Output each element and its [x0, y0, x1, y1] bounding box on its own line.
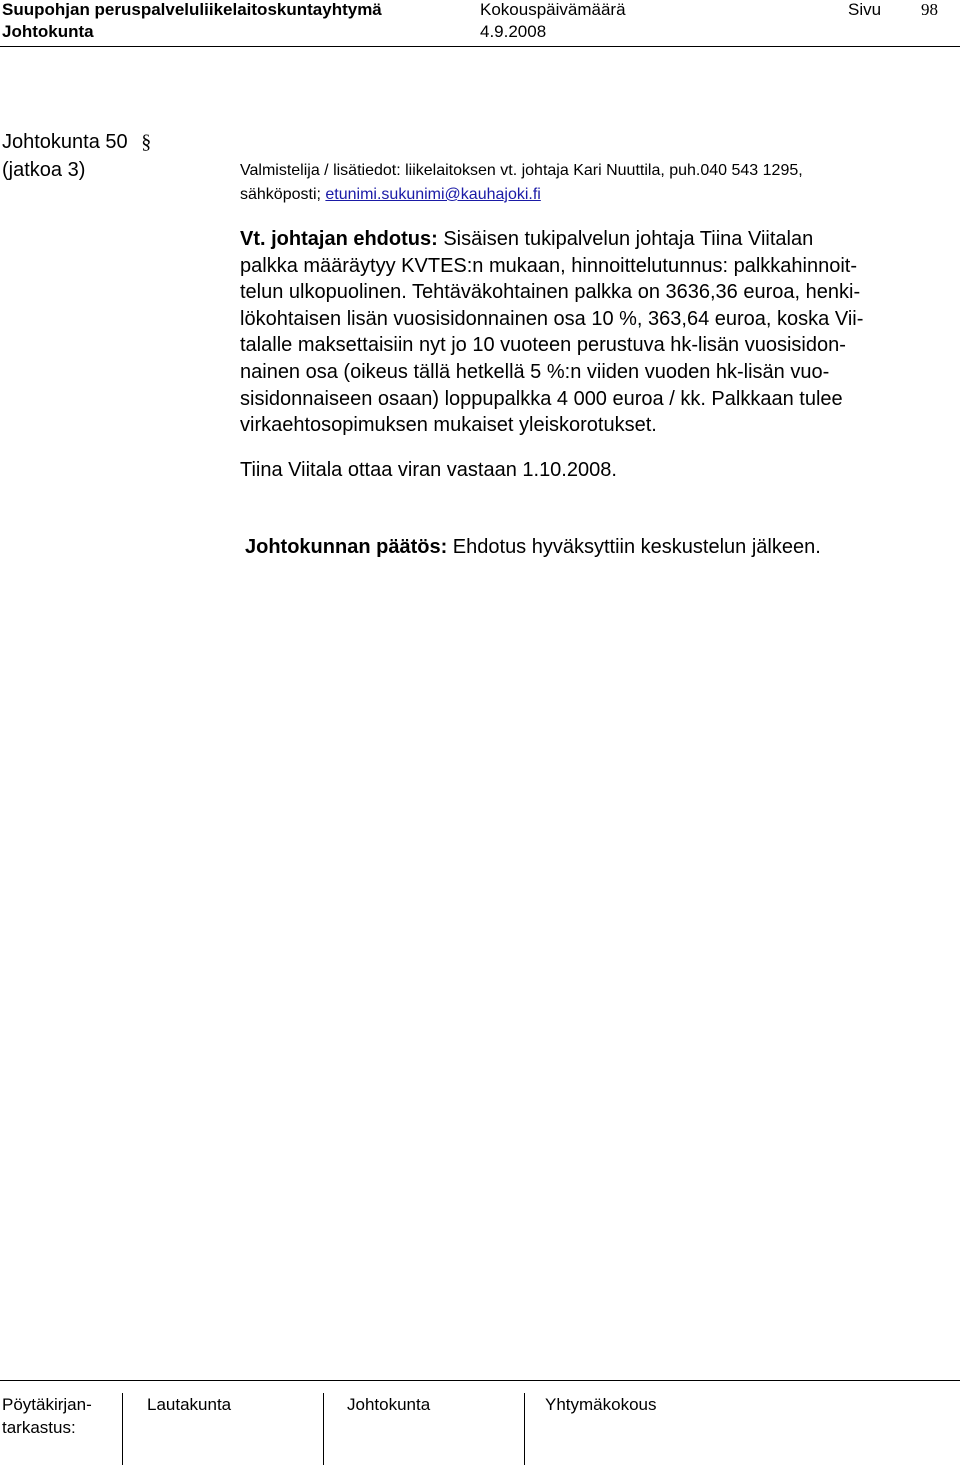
preparer-line: Valmistelija / lisätiedot: liikelaitoksen vt. johtaja Kari Nuuttila, puh.040 543 1295, — [240, 162, 803, 179]
decision-text: Ehdotus hyväksyttiin keskustelun jälkeen. — [452, 536, 821, 558]
proposal-paragraph — [240, 226, 940, 439]
footer-col-johtokunta: Johtokunta — [347, 1395, 431, 1414]
organization-name: Suupohjan peruspalveluliikelaitoskuntayhtymä — [2, 0, 382, 19]
proposal-line: nainen osa (oikeus tällä hetkellä 5 %:n viiden vuoden hk-lisän vuo- — [240, 360, 830, 383]
signature-column-divider — [524, 1393, 525, 1465]
proposal-line: Vt. johtajan ehdotus: Sisäisen tukipalvelun johtaja Tiina Viitalan — [240, 228, 814, 250]
proposal-line: lökohtaisen lisän vuosisidonnainen osa 10 %, 363,64 euroa, koska Vii- — [240, 307, 864, 330]
proposal-line: palkka määräytyy KVTES:n mukaan, hinnoittelutunnus: palkkahinnoit- — [240, 254, 858, 277]
proposal-line: telun ulkopuolinen. Tehtäväkohtainen palkka on 3636,36 euroa, henki- — [240, 281, 861, 304]
section-continuation: (jatkoa 3) — [2, 159, 86, 181]
meeting-date-label: Kokouspäivämäärä — [480, 0, 626, 19]
proposal-label: Vt. johtajan ehdotus: — [240, 228, 438, 250]
email-link[interactable]: etunimi.sukunimi@kauhajoki.fi — [325, 186, 541, 203]
footer-col-lautakunta: Lautakunta — [147, 1395, 232, 1414]
acceptance-text: Tiina Viitala ottaa viran vastaan 1.10.2008. — [240, 459, 617, 481]
email-label: sähköposti; — [240, 186, 321, 203]
check-label-line1: Pöytäkirjan- — [2, 1395, 92, 1414]
page-number: 98 — [921, 0, 938, 19]
section-title — [2, 131, 151, 154]
check-label-line2: tarkastus: — [2, 1418, 76, 1437]
footer-divider — [0, 1380, 960, 1381]
footer-col-yhtymakokous: Yhtymäkokous — [545, 1395, 657, 1414]
page-label: Sivu — [848, 0, 882, 19]
proposal-line: virkaehtosopimuksen mukaiset yleiskorotukset. — [240, 414, 657, 437]
proposal-line: talalle maksettaisiin nyt jo 10 vuoteen perustuva hk-lisän vuosisidon- — [240, 334, 846, 357]
header-divider — [0, 46, 960, 47]
signature-column-divider — [323, 1393, 324, 1465]
preparer-email-line — [240, 184, 541, 206]
meeting-date: 4.9.2008 — [480, 22, 547, 41]
body-name: Johtokunta — [2, 22, 94, 41]
decision-line — [245, 536, 821, 559]
proposal-line: sisidonnaiseen osaan) loppupalkka 4 000 euroa / kk. Palkkaan tulee — [240, 387, 843, 410]
decision-label: Johtokunnan päätös: — [245, 536, 448, 558]
section-sign: § — [141, 131, 152, 153]
section-title-text: Johtokunta 50 — [2, 131, 128, 153]
signature-column-divider — [122, 1393, 123, 1465]
